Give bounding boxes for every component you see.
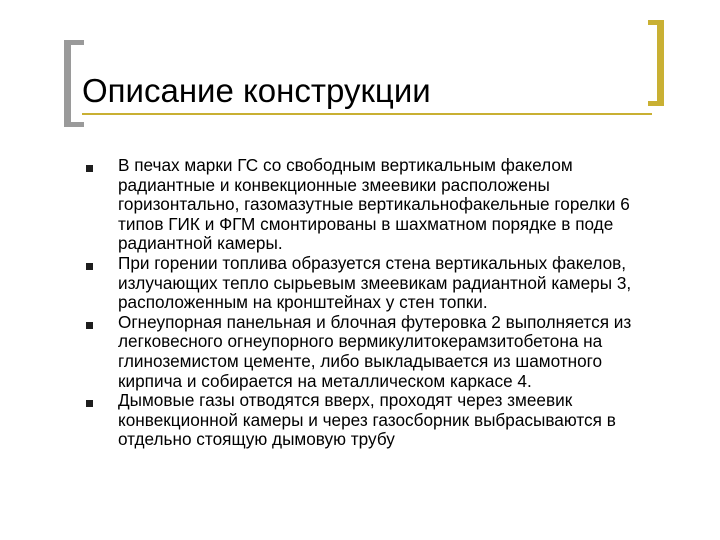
right-bracket-bottom-decoration [648, 101, 664, 106]
bullet-text: Дымовые газы отводятся вверх, проходят через змеевик конвекционной камеры и через газосборник выбрасываются в отдельно стоящую дымовую трубу [118, 390, 616, 450]
bullet-list [86, 156, 666, 450]
square-bullet-icon [86, 400, 93, 407]
bullet-text: Огнеупорная панельная и блочная футеровка 2 выполняется из легковесного огнеупорного вермикулитокерамзитобетона на глиноземистом цементе, либо выкладывается из шамотного кирпича и собирается на металлическом каркасе 4. [118, 311, 632, 391]
bullet-text: В печах марки ГС со свободным вертикальным факелом радиантные и конвекционные змеевики расположены горизонтально, газомазутные вертикальнофакельные горелки 6 типов ГИК и ФГМ смонтированы в шахматном порядке в поде радиантной камеры. [118, 155, 630, 254]
title-underline [82, 113, 652, 115]
bullet-item [86, 313, 666, 391]
square-bullet-icon [86, 165, 93, 172]
square-bullet-icon [86, 263, 93, 270]
right-bracket-decoration [657, 20, 664, 106]
right-bracket-top-decoration [648, 20, 664, 25]
square-bullet-icon [86, 322, 93, 329]
bullet-item [86, 254, 666, 313]
bullet-item [86, 156, 666, 254]
bullet-item [86, 391, 666, 450]
left-bracket-top-decoration [64, 40, 84, 45]
left-bracket-bottom-decoration [64, 122, 84, 127]
slide-title: Описание конструкции [82, 72, 431, 109]
left-bracket-decoration [64, 40, 71, 127]
bullet-text: При горении топлива образуется стена вертикальных факелов, излучающих тепло сырьевым змеевикам радиантной камеры 3, расположенным на кронштейнах у стен топки. [118, 252, 632, 313]
